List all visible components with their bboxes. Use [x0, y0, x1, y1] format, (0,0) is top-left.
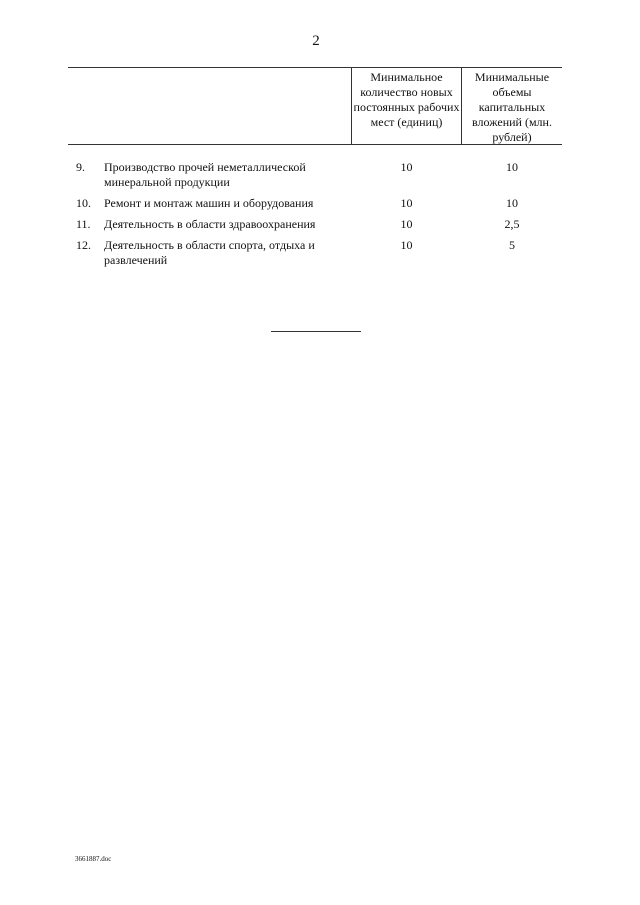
row-activity: Деятельность в области здравоохранения [104, 217, 316, 231]
row-activity: Ремонт и монтаж машин и оборудования [104, 196, 314, 210]
row-activity: Деятельность в области спорта, отдыха и развлечений [104, 238, 315, 267]
row-number: 12. [76, 238, 91, 252]
table-row [68, 196, 568, 211]
row-number: 9. [76, 160, 85, 174]
row-investment: 10 [506, 196, 518, 210]
header-rule [68, 144, 562, 145]
table-row [68, 217, 568, 232]
table-body [68, 160, 568, 274]
header-investment: Минимальные объемы капитальных вложений (млн. рублей) [472, 70, 552, 144]
row-jobs: 10 [400, 160, 413, 174]
table-row [68, 160, 568, 190]
row-jobs: 10 [400, 238, 413, 252]
row-investment: 2,5 [504, 217, 520, 231]
page-number: 2 [312, 33, 320, 49]
row-jobs: 10 [400, 196, 413, 210]
footer-filename: 3661887.doc [75, 855, 112, 863]
row-activity: Производство прочей неметаллической минеральной продукции [104, 160, 306, 189]
table-top-rule [68, 67, 562, 68]
end-of-document-rule [271, 331, 361, 332]
header-jobs: Минимальное количество новых постоянных рабочих мест (единиц) [353, 70, 460, 129]
row-investment: 10 [506, 160, 518, 174]
row-number: 10. [76, 196, 91, 210]
row-number: 11. [76, 217, 91, 231]
table-row [68, 238, 568, 268]
row-investment: 5 [509, 238, 515, 252]
row-jobs: 10 [400, 217, 413, 231]
